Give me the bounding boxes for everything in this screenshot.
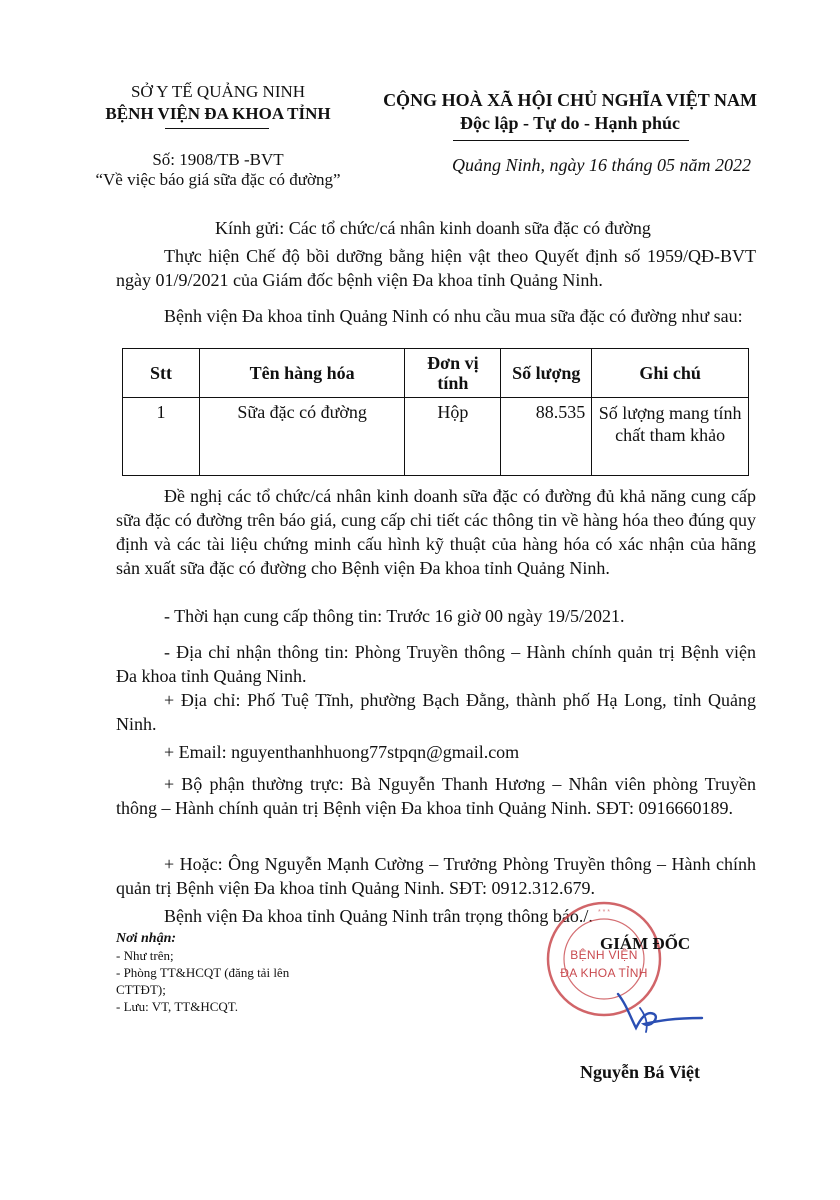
- contact-primary-text: + Bộ phận thường trực: Bà Nguyễn Thanh Hương – Nhân viên phòng Truyền thông – Hành chính quản trị Bệnh viện Đa khoa tỉnh Quảng Ninh. SĐT: 0916660189.: [116, 774, 756, 818]
- signer-position: GIÁM ĐỐC: [600, 934, 691, 953]
- proposal-text: Đề nghị các tổ chức/cá nhân kinh doanh sữa đặc có đường đủ khả năng cung cấp sữa đặc có đường trên báo giá, cung cấp chi tiết các thông tin về hàng hóa theo đúng quy định và các tài liệu chứng minh cấu hình kỹ thuật của hàng hóa có xác nhận của hãng sản xuất sữa đặc có đường cho Bệnh viện Đa khoa tỉnh Quảng Ninh.: [116, 486, 756, 578]
- recipient-item: - Như trên;: [116, 948, 174, 963]
- email-paragraph: [116, 740, 756, 764]
- intro-paragraph: [116, 244, 756, 292]
- cell-item-name: Sữa đặc có đường: [199, 398, 405, 476]
- svg-text:* * *: * * *: [597, 909, 611, 916]
- signer-name: Nguyễn Bá Việt: [580, 1062, 701, 1082]
- contact-secondary-paragraph: [116, 852, 756, 900]
- cell-quantity: 88.535: [501, 398, 592, 476]
- national-motto-underline: [453, 140, 689, 141]
- stamp-text-line2: ĐA KHOA TỈNH: [560, 966, 648, 980]
- handwritten-signature: [610, 988, 710, 1038]
- header-note: Ghi chú: [592, 349, 749, 398]
- deadline-text: - Thời hạn cung cấp thông tin: Trước 16 giờ 00 ngày 19/5/2021.: [164, 606, 625, 626]
- recipient-item: - Phòng TT&HCQT (đăng tải lên CTTĐT);: [116, 965, 290, 997]
- recipient-item: - Lưu: VT, TT&HCQT.: [116, 999, 238, 1014]
- email-text: + Email: nguyenthanhhuong77stpqn@gmail.com: [164, 742, 520, 762]
- issue-date: Quảng Ninh, ngày 16 tháng 05 năm 2022: [452, 155, 751, 175]
- header-quantity: Số lượng: [501, 349, 592, 398]
- closing-text: Bệnh viện Đa khoa tỉnh Quảng Ninh trân trọng thông báo./.: [164, 906, 593, 926]
- header-item-name: Tên hàng hóa: [199, 349, 405, 398]
- goods-table: [122, 348, 749, 476]
- hospital-name: BỆNH VIỆN ĐA KHOA TỈNH: [105, 104, 331, 123]
- receiving-address-text: - Địa chỉ nhận thông tin: Phòng Truyền thông – Hành chính quản trị Bệnh viện Đa khoa tỉnh Quảng Ninh.: [116, 642, 756, 686]
- recipients-title: Nơi nhận:: [116, 931, 177, 946]
- table-row: [123, 398, 749, 476]
- cell-unit: Hộp: [405, 398, 501, 476]
- national-title: CỘNG HOÀ XÃ HỘI CHỦ NGHĨA VIỆT NAM: [383, 90, 757, 110]
- recipients-block: [116, 930, 356, 1015]
- stamp-text-line1: BỆNH VIỆN: [570, 948, 638, 962]
- header-unit: Đơn vị tính: [405, 349, 501, 398]
- header-stt: Stt: [123, 349, 200, 398]
- salutation: Kính gửi: Các tổ chức/cá nhân kinh doanh sữa đặc có đường: [215, 218, 651, 238]
- deadline-paragraph: [116, 604, 756, 628]
- intro-text: Thực hiện Chế độ bồi dưỡng bằng hiện vật theo Quyết định số 1959/QĐ-BVT ngày 01/9/2021 của Giám đốc bệnh viện Đa khoa tỉnh Quảng Ninh.: [116, 246, 756, 290]
- street-address-paragraph: [116, 688, 756, 736]
- street-address-text: + Địa chỉ: Phố Tuệ Tĩnh, phường Bạch Đằng, thành phố Hạ Long, tỉnh Quảng Ninh.: [116, 690, 756, 734]
- document-subject: “Về việc báo giá sữa đặc có đường”: [95, 170, 341, 189]
- table-header-row: [123, 349, 749, 398]
- issuing-authority: SỞ Y TẾ QUẢNG NINH: [130, 82, 306, 101]
- cell-stt: 1: [123, 398, 200, 476]
- request-text: Bệnh viện Đa khoa tỉnh Quảng Ninh có nhu cầu mua sữa đặc có đường như sau:: [164, 306, 743, 326]
- document-number: Số: 1908/TB -BVT: [152, 150, 284, 169]
- national-motto: Độc lập - Tự do - Hạnh phúc: [459, 113, 681, 133]
- cell-note: Số lượng mang tính chất tham khảo: [592, 398, 749, 476]
- request-paragraph: [116, 304, 756, 328]
- proposal-paragraph: [116, 484, 756, 580]
- hospital-name-underline: [165, 128, 269, 129]
- receiving-address-paragraph: [116, 640, 756, 688]
- contact-secondary-text: + Hoặc: Ông Nguyễn Mạnh Cường – Trưởng Phòng Truyền thông – Hành chính quản trị Bệnh viện Đa khoa tỉnh Quảng Ninh. SĐT: 0912.312.679.: [116, 854, 756, 898]
- contact-primary-paragraph: [116, 772, 756, 820]
